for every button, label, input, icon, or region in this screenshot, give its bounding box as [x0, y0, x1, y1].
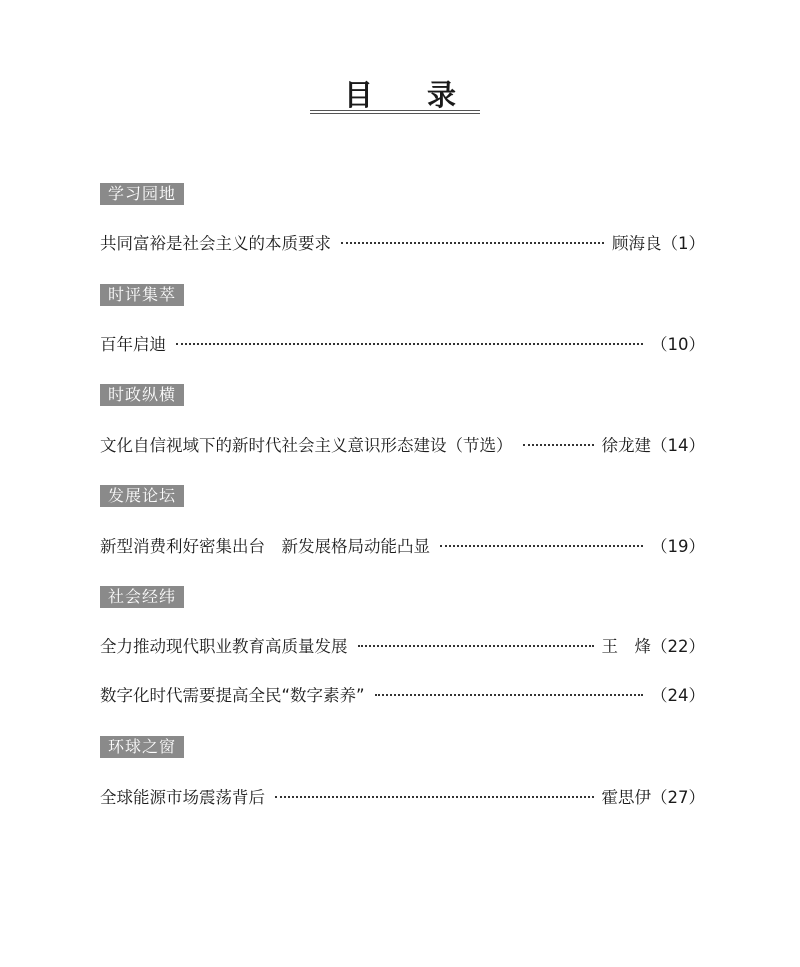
toc-entry[interactable] — [100, 684, 705, 708]
entry-page: （10） — [651, 335, 705, 354]
toc-entry[interactable] — [100, 535, 705, 559]
section-label-world: 环球之窗 — [100, 736, 184, 758]
entry-title: 百年启迪 — [100, 335, 166, 354]
entry-page: （19） — [651, 537, 705, 556]
title-underline-top — [310, 110, 480, 111]
entry-page: （24） — [651, 686, 705, 705]
dot-leader — [176, 343, 643, 345]
entry-page: （1） — [661, 234, 705, 253]
dot-leader — [341, 242, 604, 244]
entry-page: （27） — [651, 788, 705, 807]
toc-entry[interactable] — [100, 333, 705, 357]
entry-page: （22） — [651, 637, 705, 656]
toc-entry[interactable] — [100, 786, 705, 810]
entry-title: 数字化时代需要提高全民“数字素养” — [100, 686, 365, 705]
dot-leader — [375, 694, 643, 696]
dot-leader — [440, 545, 643, 547]
entry-author: 王 烽 — [601, 637, 651, 656]
entry-author: 霍思伊 — [601, 788, 651, 807]
entry-title: 共同富裕是社会主义的本质要求 — [100, 234, 331, 253]
toc-entry[interactable] — [100, 232, 705, 256]
entry-page: （14） — [651, 436, 705, 455]
toc-entry[interactable] — [100, 635, 705, 659]
entry-author: 徐龙建 — [601, 436, 651, 455]
toc-title: 目录 — [343, 78, 510, 112]
entry-title: 文化自信视域下的新时代社会主义意识形态建设（节选） — [100, 436, 513, 455]
section-label-politics: 时政纵横 — [100, 384, 184, 406]
section-label-commentary: 时评集萃 — [100, 284, 184, 306]
section-label-development: 发展论坛 — [100, 485, 184, 507]
dot-leader — [275, 796, 594, 798]
entry-title: 新型消费利好密集出台 新发展格局动能凸显 — [100, 537, 430, 556]
entry-author: 顾海良 — [612, 234, 662, 253]
section-label-society: 社会经纬 — [100, 586, 184, 608]
entry-title: 全力推动现代职业教育高质量发展 — [100, 637, 348, 656]
dot-leader — [523, 444, 594, 446]
section-label-study: 学习园地 — [100, 183, 184, 205]
title-underline-bottom — [310, 113, 480, 114]
toc-entry[interactable] — [100, 434, 705, 458]
entry-title: 全球能源市场震荡背后 — [100, 788, 265, 807]
dot-leader — [358, 645, 594, 647]
